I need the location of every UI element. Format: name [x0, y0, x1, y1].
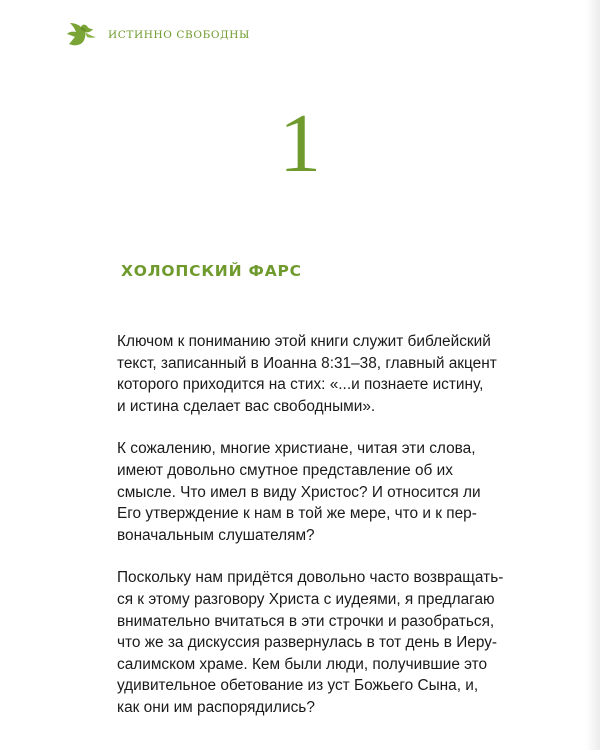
- running-head: [66, 20, 250, 50]
- bird-icon: [66, 20, 100, 50]
- page-edge-shadow: [586, 0, 600, 750]
- text-line: как они им распорядились?: [117, 698, 315, 716]
- chapter-title: ХОЛОПСКИЙ ФАРС: [121, 262, 302, 280]
- chapter-body: [117, 331, 504, 740]
- text-line: что же за дискуссия развернулась в тот день в Иеру-: [117, 634, 498, 652]
- text-line: К сожалению, многие христиане, читая эти слова,: [117, 440, 476, 458]
- text-line: Поскольку нам придётся довольно часто возвращать-: [117, 569, 504, 587]
- paragraph-3: [117, 567, 504, 718]
- text-line: салимском храме. Кем были люди, получившие это: [117, 655, 488, 673]
- text-line: воначальным слушателям?: [117, 526, 315, 544]
- text-line: удивительное обетование из уст Божьего Сына, и,: [117, 677, 479, 695]
- text-line: которого приходится на стих: «...и познаете истину,: [117, 376, 484, 394]
- text-line: смысле. Что имел в виду Христос? И относится ли: [117, 483, 481, 501]
- text-line: имеют довольно смутное представление об их: [117, 461, 453, 479]
- text-line: ся к этому разговору Христа с иудеями, я предлагаю: [117, 590, 495, 608]
- running-head-title: ИСТИННО СВОБОДНЫ: [108, 29, 250, 41]
- text-line: внимательно вчитаться в эти строчки и разобраться,: [117, 612, 495, 630]
- text-line: Его утверждение к нам в той же мере, что и к пер-: [117, 505, 477, 523]
- text-line: и истина сделает вас свободными».: [117, 397, 376, 415]
- paragraph-2: [117, 438, 481, 546]
- paragraph-1: [117, 331, 497, 417]
- text-line: Ключом к пониманию этой книги служит библейский: [117, 333, 491, 350]
- chapter-number: 1: [279, 97, 321, 190]
- text-line: текст, записанный в Иоанна 8:31–38, главный акцент: [117, 354, 497, 372]
